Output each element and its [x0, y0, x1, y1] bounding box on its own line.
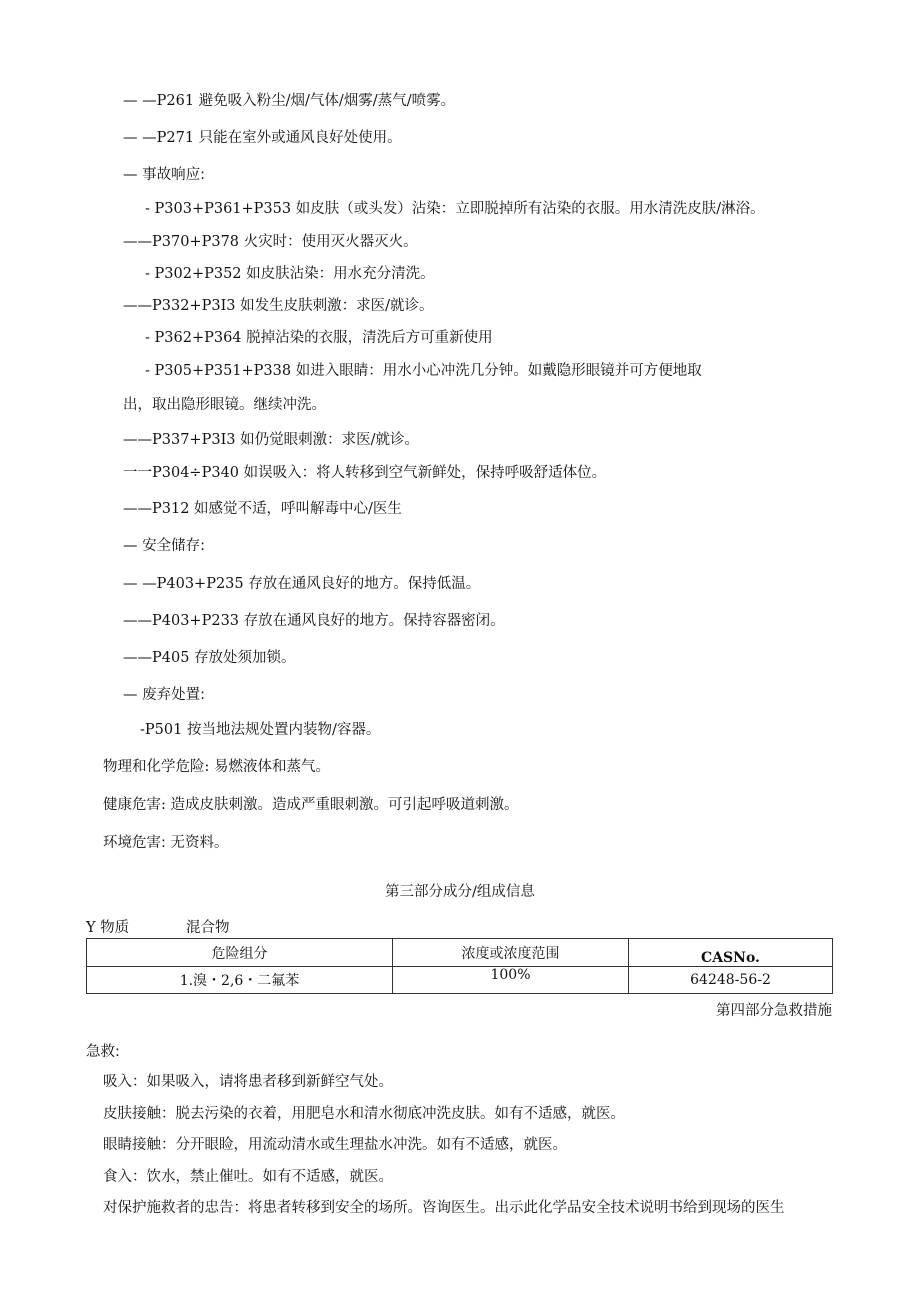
table-row	[87, 967, 833, 994]
first-aid-eyes	[103, 1136, 567, 1154]
cell-concentration: 100%	[393, 967, 629, 994]
heading-accident-response: — 事故响应:	[123, 167, 205, 183]
hazard-label: 物理和化学危险	[103, 759, 205, 775]
substance-label: Y 物质	[86, 920, 130, 936]
hazard-text: : 易燃液体和蒸气。	[204, 759, 330, 775]
statement-p332: ——P332+P3I3 如发生皮肤刺激：求医/就诊。	[123, 298, 434, 314]
first-aid-item-label: 吸入	[103, 1074, 132, 1090]
hazard-environment	[103, 834, 229, 852]
statement-p304: 一一P304÷P340 如误吸入：将人转移到空气新鲜处，保持呼吸舒适体位。	[123, 465, 607, 481]
header-component: 危险组分	[87, 939, 393, 967]
hazard-label: 健康危害	[103, 797, 161, 813]
header-cas: CASNo.	[629, 939, 833, 967]
hazard-text: : 造成皮肤刺激。造成严重眼刺激。可引起呼吸道刺激。	[161, 797, 519, 813]
cell-component: 1.溴・2,6・二氟苯	[87, 967, 393, 994]
first-aid-item-label: 食入	[103, 1169, 132, 1185]
hazard-label: 环境危害	[103, 835, 161, 851]
first-aid-item-label: 眼睛接触	[103, 1137, 161, 1153]
first-aid-item-text: ：饮水，禁止催吐。如有不适感，就医。	[132, 1169, 393, 1185]
cell-cas: 64248-56-2	[629, 967, 833, 994]
statement-p337: ——P337+P3I3 如仍觉眼刺激：求医/就诊。	[123, 432, 420, 448]
statement-p403-p233: ——P403+P233 存放在通风良好的地方。保持容器密闭。	[123, 613, 505, 629]
hazard-text: : 无资料。	[161, 835, 229, 851]
statement-p302: - P302+P352 如皮肤沾染：用水充分清洗。	[145, 266, 435, 282]
hazard-health	[103, 796, 519, 814]
heading-disposal: — 废弃处置:	[123, 687, 205, 703]
composition-table	[86, 938, 833, 994]
first-aid-inhalation	[103, 1073, 393, 1091]
statement-p305: - P305+P351+P338 如进入眼睛：用水小心冲洗几分钟。如戴隐形眼镜并可方便地取	[145, 363, 702, 379]
statement-p303: - P303+P361+P353 如皮肤（或头发）沾染：立即脱掉所有沾染的衣服。用水清洗皮肤/淋浴。	[145, 201, 765, 217]
statement-p501: -P501 按当地法规处置内装物/容器。	[140, 722, 381, 738]
statement-p305-cont: 出，取出隐形眼镜。继续冲洗。	[123, 397, 326, 413]
first-aid-skin	[103, 1105, 625, 1123]
statement-p312: ——P312 如感觉不适，呼叫解毒中心/医生	[123, 501, 402, 517]
statement-p271: — —P271 只能在室外或通风良好处使用。	[123, 130, 402, 146]
statement-p403-p235: — —P403+P235 存放在通风良好的地方。保持低温。	[123, 576, 481, 592]
statement-p362: - P362+P364 脱掉沾染的衣服，清洗后方可重新使用	[145, 330, 493, 346]
first-aid-item-text: ：如果吸入，请将患者移到新鲜空气处。	[132, 1074, 393, 1090]
first-aid-item-label: 皮肤接触	[103, 1106, 161, 1122]
first-aid-ingestion	[103, 1168, 393, 1186]
first-aid-item-text: ：脱去污染的衣着，用肥皂水和清水彻底冲洗皮肤。如有不适感，就医。	[161, 1106, 625, 1122]
hazard-physical	[103, 758, 330, 776]
first-aid-item-text: ：分开眼睑，用流动清水或生理盐水冲洗。如有不适感，就医。	[161, 1137, 567, 1153]
section4-title: 第四部分急救措施	[716, 1003, 832, 1019]
statement-p370: ——P370+P378 火灾时：使用灭火器灭火。	[123, 234, 418, 250]
first-aid-label: 急救:	[86, 1044, 120, 1060]
first-aid-item-label: 对保护施救者的忠告	[103, 1200, 234, 1216]
statement-p405: ——P405 存放处须加锁。	[123, 650, 296, 666]
first-aid-rescuer-advice	[103, 1199, 785, 1217]
header-concentration: 浓度或浓度范围	[393, 939, 629, 967]
heading-safe-storage: — 安全储存:	[123, 538, 205, 554]
table-header-row	[87, 939, 833, 967]
section3-title: 第三部分成分/组成信息	[385, 884, 535, 900]
first-aid-item-text: ：将患者转移到安全的场所。咨询医生。出示此化学品安全技术说明书给到现场的医生	[233, 1200, 785, 1216]
substance-value: 混合物	[186, 920, 230, 936]
statement-p261: — —P261 避免吸入粉尘/烟/气体/烟雾/蒸气/喷雾。	[123, 93, 456, 109]
